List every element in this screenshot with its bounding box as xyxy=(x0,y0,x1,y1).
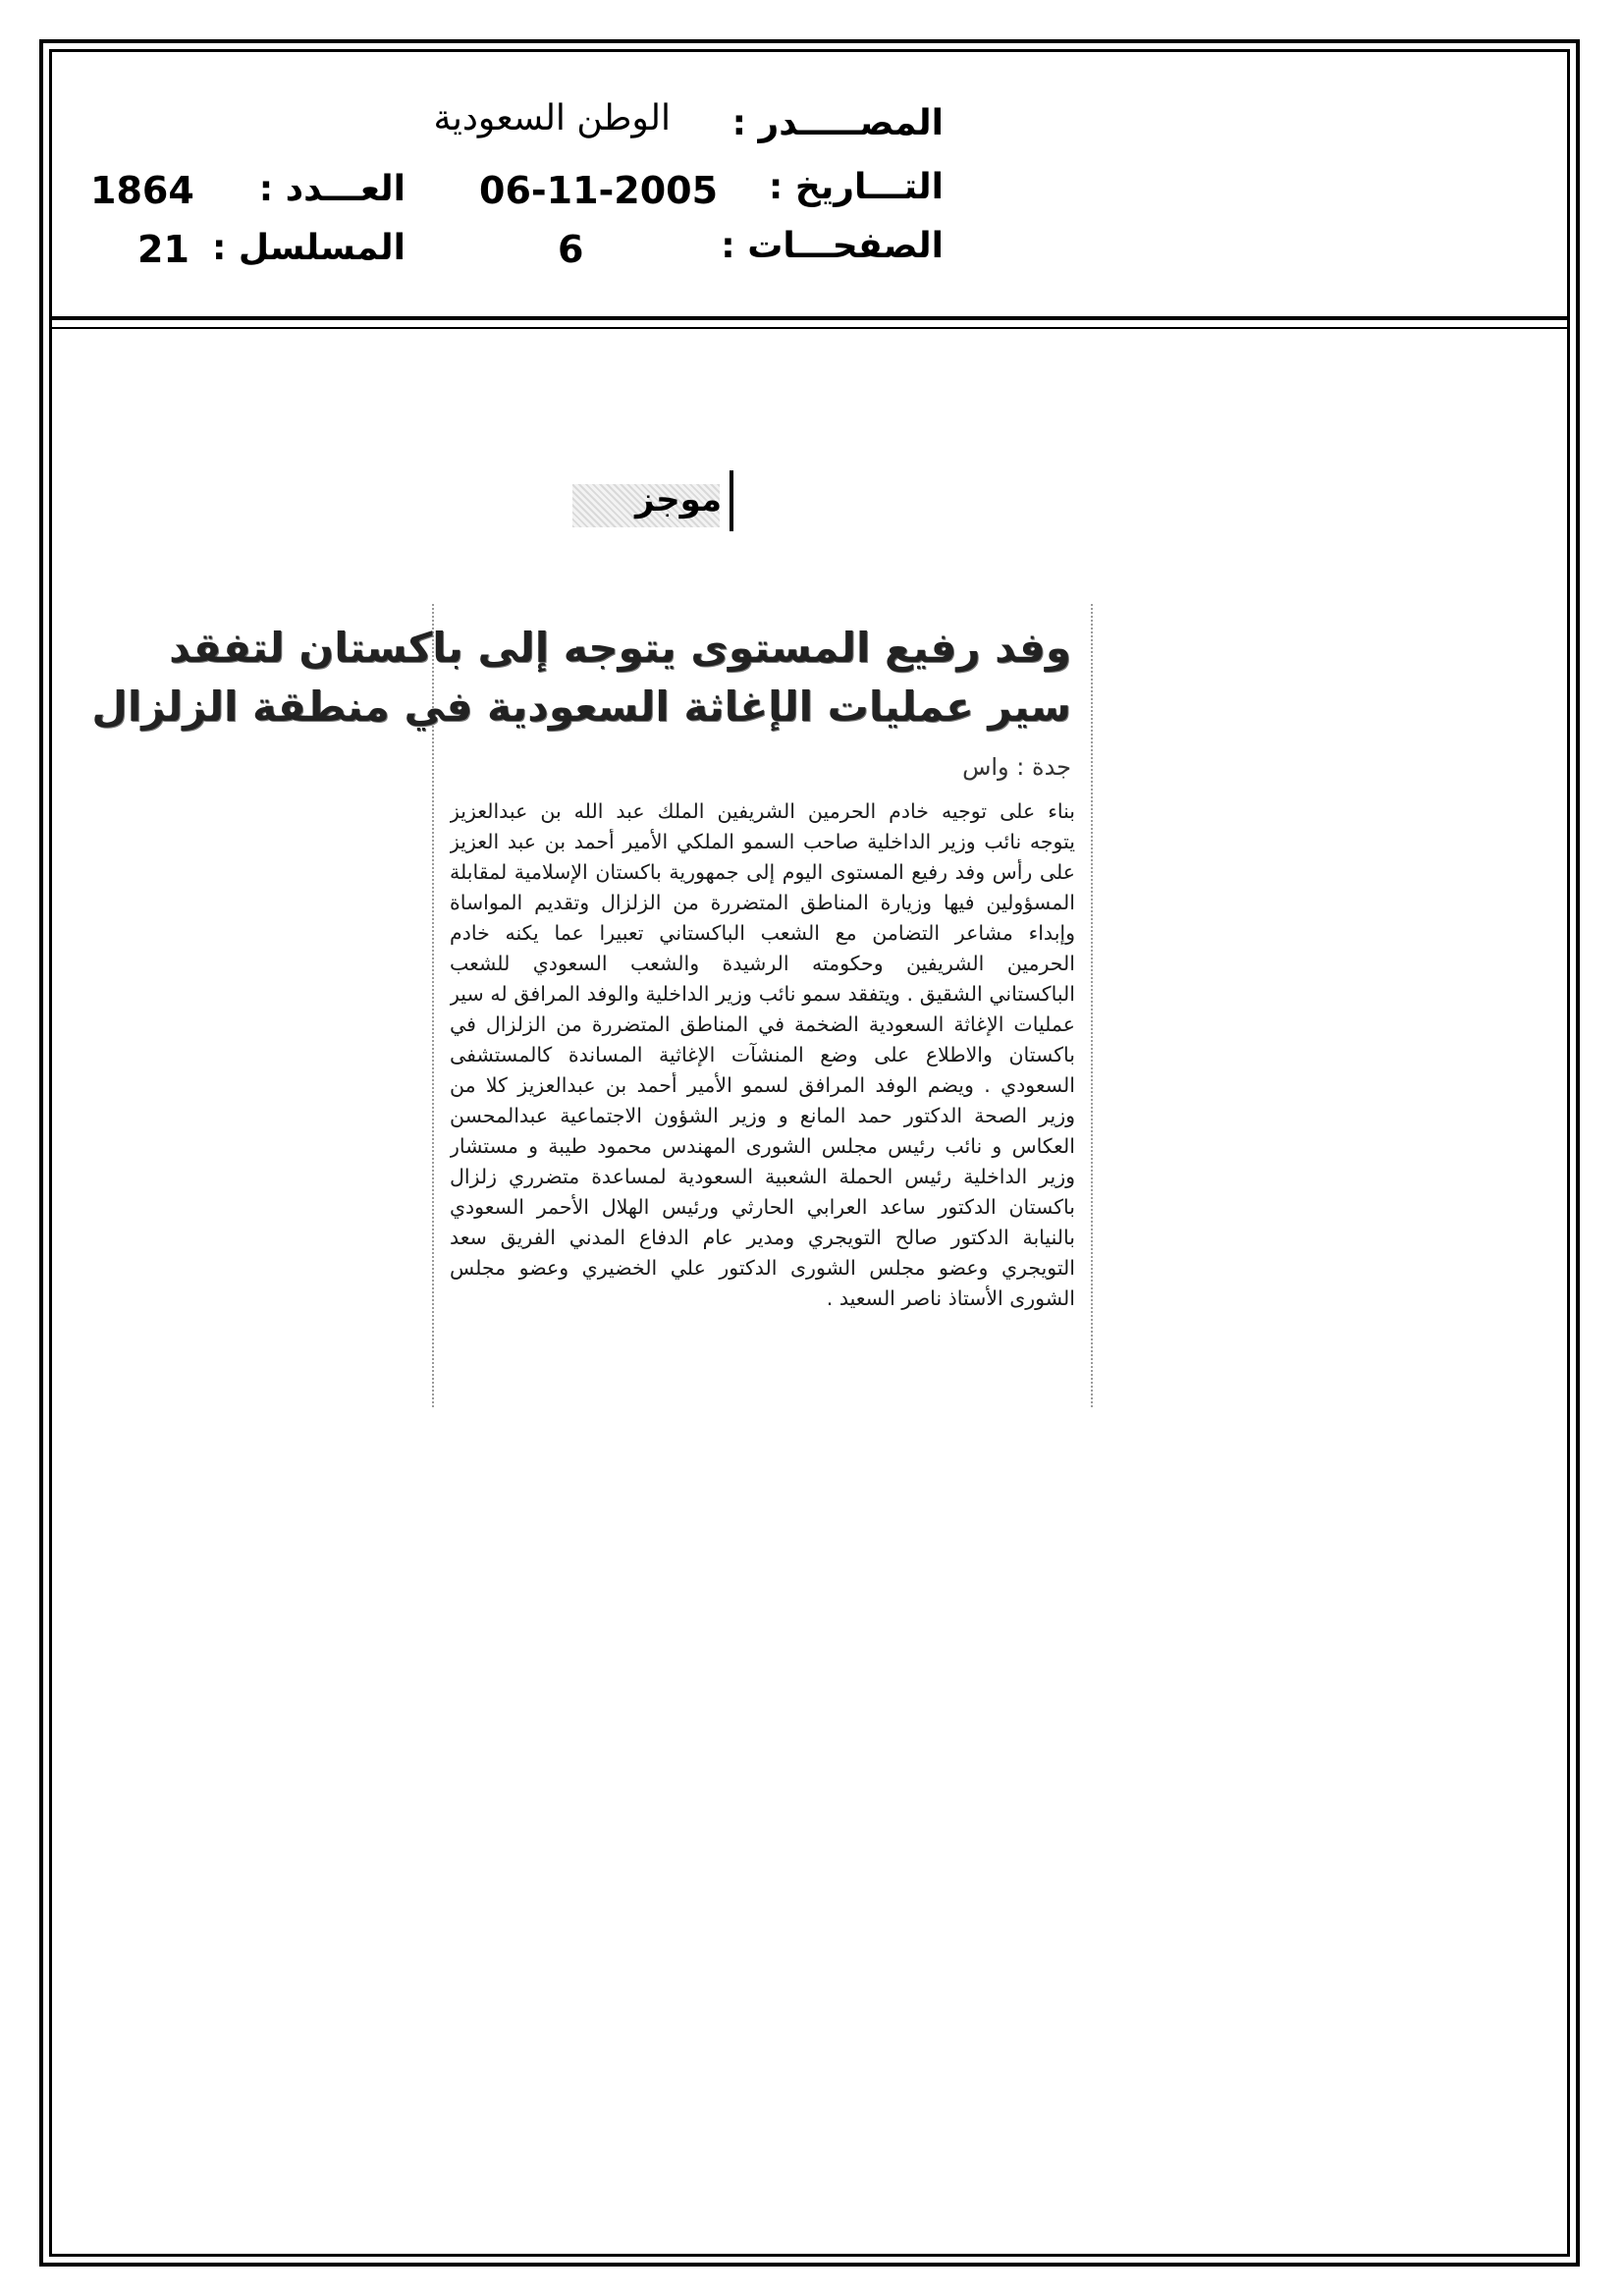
article-body-line: وزير الصحة الدكتور حمد المانع و وزير الشؤون الاجتماعية عبدالمحسن xyxy=(450,1104,1075,1127)
article-body-line: وإبداء مشاعر التضامن مع الشعب الباكستاني تعبيرا عما يكنه خادم xyxy=(450,921,1075,945)
article-body-line: التويجري وعضو مجلس الشورى الدكتور علي الخضيري وعضو مجلس xyxy=(450,1256,1075,1280)
article-body-line: السعودي . ويضم الوفد المرافق لسمو الأمير أحمد بن عبدالعزيز كلا من xyxy=(450,1073,1075,1097)
serial-label: المسلسل : xyxy=(211,228,406,268)
pages-value: 6 xyxy=(558,228,584,271)
article-body-line: بناء على توجيه خادم الحرمين الشريفين الملك عبد الله بن عبدالعزيز xyxy=(450,799,1075,823)
article-body-line: يتوجه نائب وزير الداخلية صاحب السمو الملكي الأمير أحمد بن عبد العزيز xyxy=(450,830,1075,853)
article-body-line: على رأس وفد رفيع المستوى اليوم إلى جمهورية باكستان الإسلامية لمقابلة xyxy=(450,860,1075,884)
article-body-line: بالنيابة الدكتور صالح التويجري ومدير عام الدفاع المدني الفريق سعد xyxy=(450,1226,1075,1249)
article-body-line: باكستان الدكتور ساعد العرابي الحارثي ورئيس الهلال الأحمر السعودي xyxy=(450,1195,1075,1219)
date-label: التـــاريخ : xyxy=(768,167,944,207)
article-body-line: الحرمين الشريفين وحكومته الرشيدة والشعب السعودي للشعب xyxy=(450,952,1075,975)
article-clipping xyxy=(91,604,1093,1407)
issue-label: العـــدد : xyxy=(258,169,406,209)
section-label-bar xyxy=(730,470,733,531)
source-label: المصـــــدر : xyxy=(731,103,944,143)
article-body-line: وزير الداخلية رئيس الحملة الشعبية السعودية لمساعدة متضرري زلزال xyxy=(450,1165,1075,1188)
article-body-line: المسؤولين فيها وزيارة المناطق المتضررة من الزلزال وتقديم المواساة xyxy=(450,891,1075,914)
article-headline-line-2: سير عمليات الإغاثة السعودية في منطقة الزلزال xyxy=(91,683,1071,731)
article-headline-line-1: وفد رفيع المستوى يتوجه إلى باكستان لتفقد xyxy=(169,624,1071,672)
header-divider-thick xyxy=(49,316,1570,320)
article-body-line: العكاس و نائب رئيس مجلس الشورى المهندس محمود طيبة و مستشار xyxy=(450,1134,1075,1158)
article-body-line: عمليات الإغاثة السعودية الضخمة في المناطق المتضررة من الزلزال في xyxy=(450,1012,1075,1036)
article-body-line: الباكستاني الشقيق . ويتفقد سمو نائب وزير الداخلية والوفد المرافق له سير xyxy=(450,982,1075,1006)
article-body-line: الشورى الأستاذ ناصر السعيد . xyxy=(826,1286,1075,1310)
article-dateline: جدة : واس xyxy=(962,753,1071,781)
source-value: الوطن السعودية xyxy=(433,98,671,138)
serial-value: 21 xyxy=(137,228,189,271)
date-value: 06-11-2005 xyxy=(479,169,719,212)
issue-value: 1864 xyxy=(90,169,194,212)
section-label: موجز xyxy=(634,480,722,519)
section-label-box xyxy=(572,466,790,545)
pages-label: الصفحـــات : xyxy=(721,226,944,266)
header-divider-thin xyxy=(49,327,1570,329)
article-body-line: باكستان والاطلاع على وضع المنشآت الإغاثية المساندة كالمستشفى xyxy=(450,1043,1075,1066)
